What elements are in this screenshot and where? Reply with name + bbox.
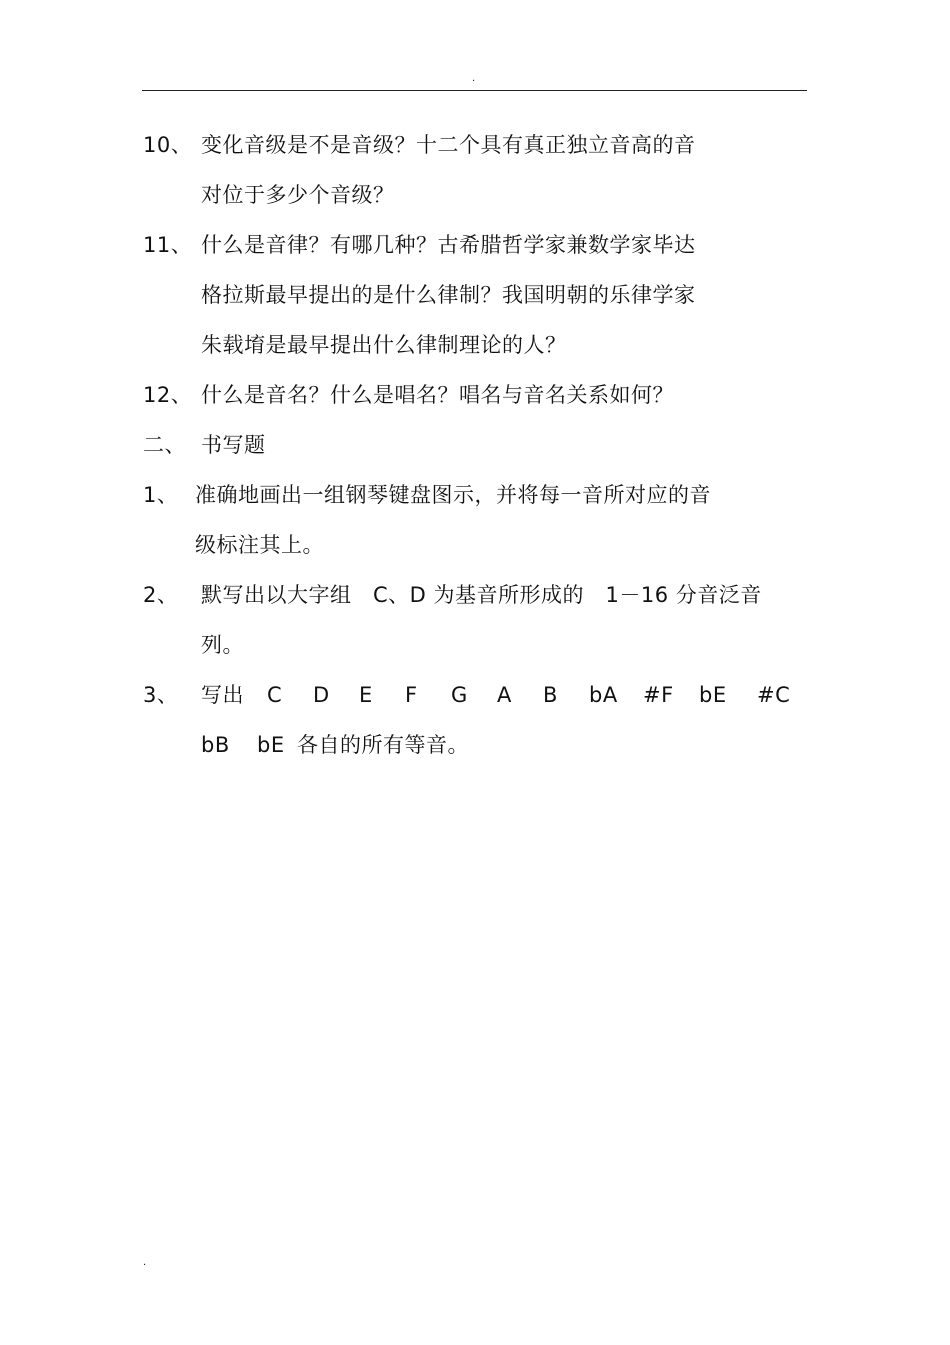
w2-line1 — [143, 580, 762, 610]
q11-text-1: 什么是音律？有哪几种？古希腊哲学家兼数学家毕达 — [201, 233, 696, 257]
q11-number: 11、 — [143, 233, 193, 257]
w3-number: 3、 — [143, 683, 179, 707]
header-dot: . — [472, 73, 476, 84]
w3-note: #C — [757, 683, 791, 707]
w2-number: 2、 — [143, 583, 179, 607]
w1-line1 — [143, 480, 711, 510]
section2-title: 书写题 — [201, 433, 266, 457]
w3-note: #F — [643, 683, 674, 707]
w3-note: B — [543, 683, 558, 707]
w3-note: bA — [589, 683, 618, 707]
q10-text-2: 对位于多少个音级？ — [201, 183, 395, 207]
section2-number: 二、 — [143, 433, 186, 457]
w3-note: bB — [201, 733, 230, 757]
w3-note: A — [497, 683, 512, 707]
q12-line1 — [143, 380, 674, 410]
header-rule — [142, 90, 807, 91]
w3-note: C — [267, 683, 283, 707]
w3-note: bE — [699, 683, 727, 707]
w3-note: bE — [257, 733, 285, 757]
w3-note: D — [313, 683, 330, 707]
w1-text-1: 准确地画出一组钢琴键盘图示，并将每一音所对应的音 — [195, 483, 711, 507]
q11-text-3: 朱载堉是最早提出什么律制理论的人？ — [201, 333, 567, 357]
q10-text-1: 变化音级是不是音级？十二个具有真正独立音高的音 — [201, 133, 696, 157]
w3-note: F — [405, 683, 418, 707]
w3-line1 — [143, 680, 790, 710]
w1-number: 1、 — [143, 483, 179, 507]
section2-heading — [143, 430, 266, 460]
q12-number: 12、 — [143, 383, 193, 407]
w1-text-2: 级标注其上。 — [195, 533, 324, 557]
q11-text-2: 格拉斯最早提出的是什么律制？我国明朝的乐律学家 — [201, 283, 696, 307]
w3-note: G — [451, 683, 468, 707]
q11-line1 — [143, 230, 696, 260]
w2-text-2: 列。 — [201, 633, 244, 657]
q10-line1 — [143, 130, 696, 160]
w3-line2 — [201, 730, 469, 760]
footer-dot: . — [143, 1257, 147, 1268]
w3-note: E — [359, 683, 373, 707]
w3-prefix: 写出 — [201, 683, 244, 707]
w3-suffix: 各自的所有等音。 — [297, 733, 469, 757]
w2-text-1: 默写出以大字组 C、D 为基音所形成的 1－16 分音泛音 — [201, 583, 762, 607]
q10-number: 10、 — [143, 133, 193, 157]
q12-text-1: 什么是音名？什么是唱名？唱名与音名关系如何？ — [201, 383, 674, 407]
